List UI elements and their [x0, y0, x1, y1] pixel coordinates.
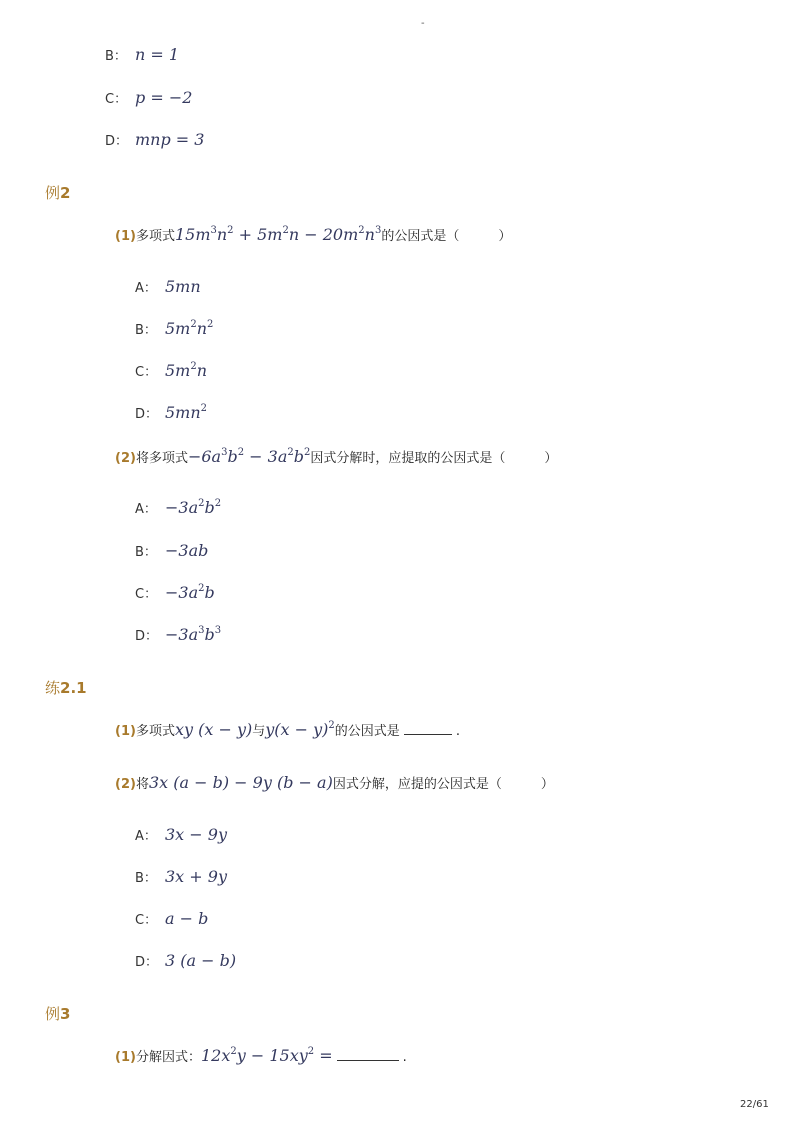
option-c [105, 88, 192, 107]
option-label: C： [135, 913, 158, 928]
option-label: B： [135, 871, 157, 886]
option-b [135, 319, 213, 338]
question-math: 3x (a − b) − 9y (b − a) [148, 773, 333, 792]
section-number: 2.1 [60, 679, 87, 697]
option-label: B： [135, 323, 157, 338]
option-label: D： [135, 955, 159, 970]
question-end: . [455, 724, 460, 739]
option-math: p = −2 [135, 88, 193, 107]
answer-blank [337, 1059, 399, 1061]
question-pr21-1 [115, 720, 460, 739]
question-text: 将 [135, 777, 149, 792]
option-label: D： [135, 407, 159, 422]
option-math: mnp = 3 [135, 130, 205, 149]
option-label: B： [105, 49, 127, 64]
option-math: $5m^2n^2$ [165, 319, 214, 338]
option-math: $-3a^2b$ [165, 583, 215, 602]
option-math: 3 (a − b) [165, 951, 237, 970]
option-c [135, 909, 208, 928]
option-math: $-3a^2b^2$ [165, 498, 222, 517]
section-number: 3 [60, 1005, 71, 1023]
section-practice-2-1 [45, 677, 87, 698]
question-number: (1) [115, 1050, 136, 1065]
option-math: $-3a^3b^3$ [165, 625, 222, 644]
option-label: D： [105, 134, 129, 149]
question-text: 分解因式： [135, 1050, 201, 1065]
option-math: $5mn^2$ [165, 403, 208, 422]
section-prefix: 例 [45, 1005, 61, 1023]
option-d [105, 130, 204, 149]
question-text: 的公因式是（ ） [381, 229, 512, 244]
question-text: 因式分解时，应提取的公因式是（ ） [310, 451, 558, 466]
option-a [135, 277, 201, 296]
option-d [135, 403, 207, 422]
question-number: (2) [115, 451, 136, 466]
option-label: C： [105, 92, 128, 107]
option-label: C： [135, 365, 158, 380]
option-math: n = 1 [135, 45, 180, 64]
option-label: C： [135, 587, 158, 602]
question-end: . [402, 1050, 407, 1065]
option-math: $5m^2n$ [165, 361, 208, 380]
option-math: 5mn [165, 277, 201, 296]
question-text: 多项式 [135, 229, 175, 244]
option-d [135, 951, 236, 970]
section-number: 2 [60, 184, 71, 202]
option-b [135, 541, 208, 560]
option-label: D： [135, 629, 159, 644]
section-example-2 [45, 182, 70, 203]
question-math: xy (x − y) [174, 720, 253, 739]
option-math: 3x − 9y [165, 825, 227, 844]
option-d [135, 625, 221, 644]
section-example-3 [45, 1003, 70, 1024]
question-pr21-2 [115, 773, 554, 792]
option-math: a − b [165, 909, 209, 928]
option-b [105, 45, 179, 64]
question-ex2-2 [115, 447, 557, 466]
option-label: A： [135, 502, 157, 517]
question-ex2-1 [115, 225, 511, 244]
question-ex3-1 [115, 1046, 407, 1065]
question-math: $12x^2y - 15xy^2$ = [200, 1046, 333, 1065]
option-a [135, 498, 221, 517]
header-dash: - [421, 18, 425, 29]
option-c [135, 583, 215, 602]
option-a [135, 825, 227, 844]
question-text: 与 [252, 724, 266, 739]
answer-blank [404, 733, 452, 735]
question-text: 的公因式是 [334, 724, 400, 739]
section-prefix: 练 [45, 679, 61, 697]
option-math: 3x + 9y [165, 867, 227, 886]
page-number: 22/61 [740, 1099, 769, 1110]
question-text: 因式分解，应提的公因式是（ ） [332, 777, 554, 792]
section-prefix: 例 [45, 184, 61, 202]
question-number: (1) [115, 229, 136, 244]
option-label: B： [135, 545, 157, 560]
option-label: A： [135, 829, 157, 844]
option-math: −3ab [165, 541, 209, 560]
question-math: $-6a^3b^2 - 3a^2b^2$ [187, 447, 311, 466]
question-math: $15m^3n^2 + 5m^2n - 20m^2n^3$ [174, 225, 382, 244]
question-text: 将多项式 [135, 451, 188, 466]
question-math: $y(x - y)^2$ [265, 720, 335, 739]
question-number: (1) [115, 724, 136, 739]
option-label: A： [135, 281, 157, 296]
option-c [135, 361, 207, 380]
option-b [135, 867, 227, 886]
question-text: 多项式 [135, 724, 175, 739]
question-number: (2) [115, 777, 136, 792]
